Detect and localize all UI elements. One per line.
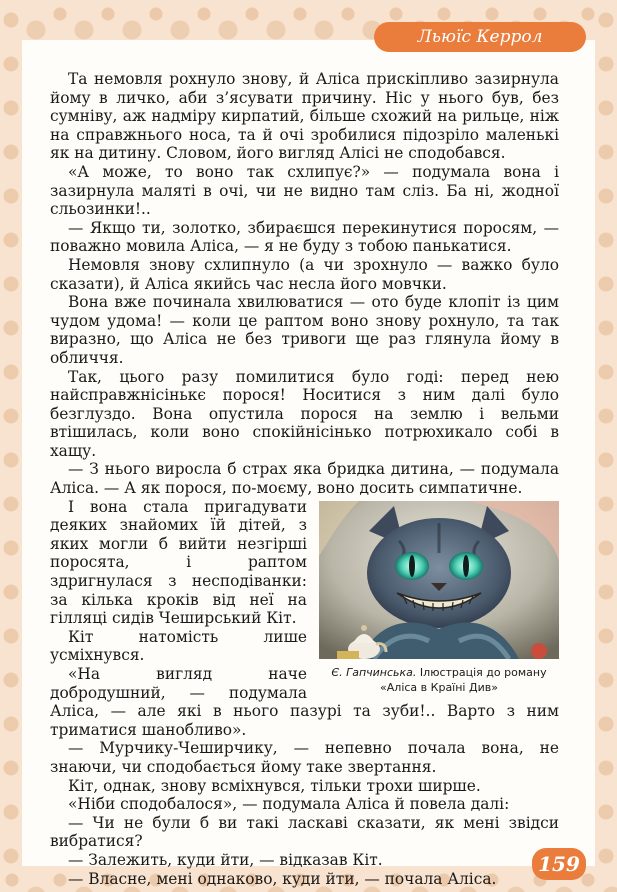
- paragraph: Кіт, однак, знову всміхнувся, тільки трохи ширше.: [68, 776, 481, 795]
- paragraph: Так, цього разу помилитися було годі: перед нею найсправжнісінькє порося! Носитися з ним далі було безглуздо. Вона опустила порося на землю і вельми втішилась, коли воно спокійнісінько потрюхикало собі в хащу.: [50, 367, 559, 460]
- paragraph: — Залежить, куди йти, — відказав Кіт.: [68, 850, 383, 869]
- paragraph: — Якщо ти, золотко, збираєшся перекинутися поросям, — поважно мовила Аліса, — я не буду з тобою панькатися.: [50, 218, 559, 256]
- paragraph: — Власне, мені однаково, куди йти, — почала Аліса.: [68, 869, 497, 888]
- paragraph: І вона стала пригадувати деяких знайомих їй дітей, з яких могли б вийти незгірші поросята, і раптом здригнулася з несподіванки: за кілька кроків від неї на гілляці сидів Чеширський Кіт.: [50, 497, 307, 628]
- page-number: [532, 848, 586, 880]
- illustration-caption: [319, 665, 559, 695]
- paragraph: — З нього виросла б страх яка бридка дитина, — подумала Аліса. — А як порося, по-моєму, воно досить симпатичне.: [50, 460, 559, 498]
- right-ornament: [595, 0, 617, 892]
- paragraph: — Чи не були б ви такі ласкаві сказати, як мені звідси вибратися?: [50, 813, 559, 851]
- paragraph: «На вигляд наче добродушний, — подумала Аліса, — але які в нього пазурі та зуби!.. Варто з ним триматися шанобливо».: [50, 665, 559, 739]
- paragraph: — Мурчику-Чеширчику, — непевно почала вона, не знаючи, чи сподобається йому таке звертання.: [50, 739, 559, 776]
- page-number-label: 159: [538, 852, 580, 876]
- author-name: Льюїс Керрол: [417, 27, 543, 47]
- paragraph: «А може, то воно так схлипує?» — подумала вона і зазирнула маляті в очі, чи не видно там сліз. Ба ні, жодної сльозинки!..: [50, 162, 559, 219]
- paragraph: Немовля знову схлипнуло (а чи зрохнуло — важко було сказати), й Аліса якийсь час несла його мовчки.: [50, 255, 559, 293]
- author-header: [374, 22, 586, 52]
- caption-author: Є. Гапчинська.: [331, 665, 417, 679]
- paragraph: Кіт натомість лише усміхнувся.: [50, 627, 307, 665]
- main-text: [50, 70, 559, 888]
- paragraph: «Ніби сподобалося», — подумала Аліса й повела далі:: [68, 795, 510, 814]
- paragraph: Та немовля рохнуло знову, й Аліса прискіпливо зазирнула йому в личко, аби з’ясувати причину. Ніс у нього був, без сумніву, аж надміру кирпатий, більше схожий на рильце, ніж на справжнього носа, та й очі зробилися підозріло маленькі як на дитину. Словом, його вигляд Алісі не сподобався.: [50, 70, 559, 163]
- cheshire-cat-illustration: [319, 501, 559, 659]
- illustration-figure: [319, 501, 559, 695]
- paragraph: Вона вже починала хвилюватися — ото буде клопіт із цим чудом удома! — коли це раптом воно знову рохнуло, та так виразно, що Аліса не без тривоги ще раз глянула йому в обличчя.: [50, 293, 559, 367]
- caption-text: Ілюстрація до роману «Аліса в Країні Див»: [380, 665, 547, 694]
- left-ornament: [0, 0, 22, 892]
